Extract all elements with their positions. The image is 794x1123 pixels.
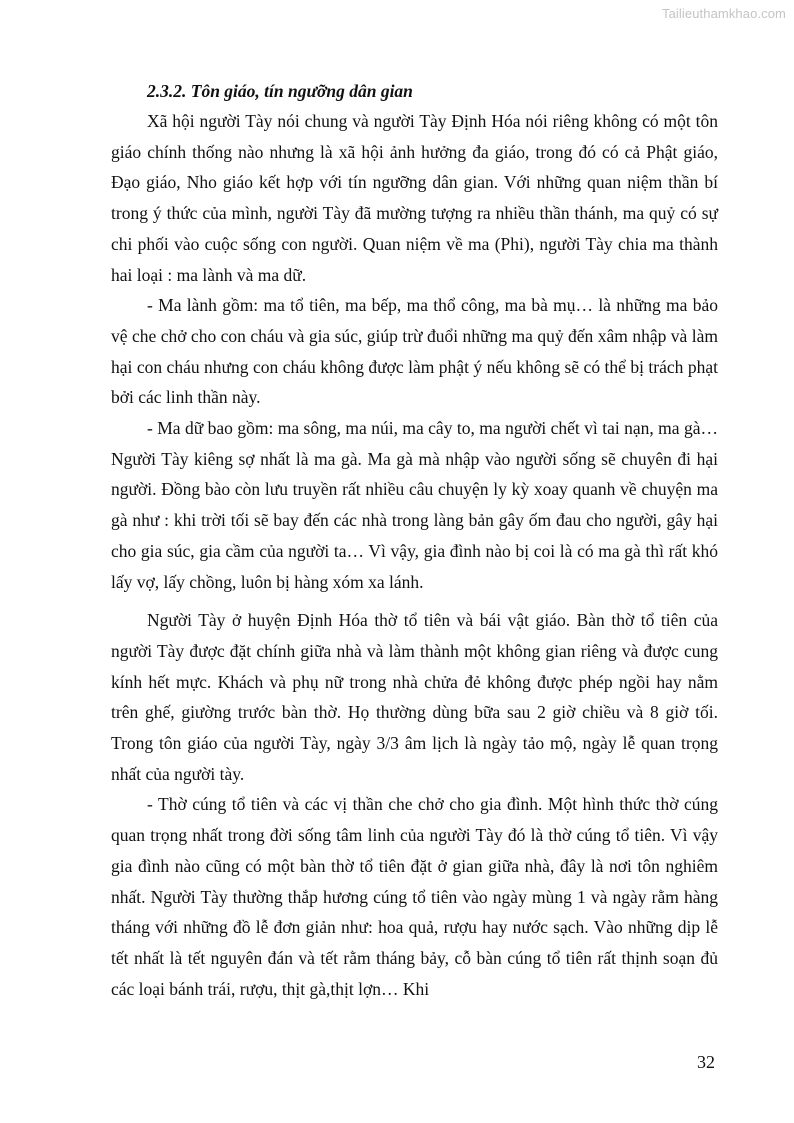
paragraph-intro: Xã hội người Tày nói chung và người Tày Định Hóa nói riêng không có một tôn giáo chính thống nào nhưng là xã hội ảnh hưởng đa giáo, trong đó có cả Phật giáo, Đạo giáo, Nho giáo kết hợp với tín ngưỡng dân gian. Với những quan niệm thần bí trong ý thức của mình, người Tày đã mường tượng ra nhiều thần thánh, ma quỷ có sự chi phối vào cuộc sống con người. Quan niệm về ma (Phi), người Tày chia ma thành hai loại : ma lành và ma dữ. [111,111,718,285]
paragraph-ma-lanh: - Ma lành gồm: ma tổ tiên, ma bếp, ma thổ công, ma bà mụ… là những ma bảo vệ che chở cho con cháu và gia súc, giúp trừ đuổi những ma quỷ đến xâm nhập và làm hại con cháu nhưng con cháu không được làm phật ý nếu không sẽ có thể bị trách phạt bởi các linh thần này. [111,295,718,408]
document-page [111,76,718,1004]
page-number: 32 [697,1052,715,1072]
section-heading: 2.3.2. Tôn giáo, tín ngưỡng dân gian [147,81,413,101]
paragraph-tho-cung: - Thờ cúng tổ tiên và các vị thần che chở cho gia đình. Một hình thức thờ cúng quan trọng nhất trong đời sống tâm linh của người Tày đó là thờ cúng tổ tiên. Vì vậy gia đình nào cũng có một bàn thờ tổ tiên đặt ở gian giữa nhà, đây là nơi tôn nghiêm nhất. Người Tày thường thắp hương cúng tổ tiên vào ngày mùng 1 và ngày rằm hàng tháng với những đồ lễ đơn giản như: hoa quả, rượu hay nước sạch. Vào những dịp lễ tết nhất là tết nguyên đán và tết rằm tháng bảy, cỗ bàn cúng tổ tiên rất thịnh soạn đủ các loại bánh trái, rượu, thịt gà,thịt lợn… Khi [111,794,718,999]
paragraph-tho-to-tien: Người Tày ở huyện Định Hóa thờ tổ tiên và bái vật giáo. Bàn thờ tổ tiên của người Tày được đặt chính giữa nhà và làm thành một không gian riêng và được cung kính hết mực. Khách và phụ nữ trong nhà chửa đẻ không được phép ngồi hay nằm trên ghế, giường trước bàn thờ. Họ thường dùng bữa sau 2 giờ chiều và 8 giờ tối. Trong tôn giáo của người Tày, ngày 3/3 âm lịch là ngày tảo mộ, ngày lễ quan trọng nhất của người tày. [111,610,718,784]
paragraph-ma-du: - Ma dữ bao gồm: ma sông, ma núi, ma cây to, ma người chết vì tai nạn, ma gà… Người Tày kiêng sợ nhất là ma gà. Ma gà mà nhập vào người sống sẽ chuyên đi hại người. Đồng bào còn lưu truyền rất nhiều câu chuyện ly kỳ xoay quanh về chuyện ma gà như : khi trời tối sẽ bay đến các nhà trong làng bản gây ốm đau cho người, gây hại cho gia súc, gia cầm của người ta… Vì vậy, gia đình nào bị coi là có ma gà thì rất khó lấy vợ, lấy chồng, luôn bị hàng xóm xa lánh. [111,418,718,592]
watermark: Tailieuthamkhao.com [661,6,786,21]
